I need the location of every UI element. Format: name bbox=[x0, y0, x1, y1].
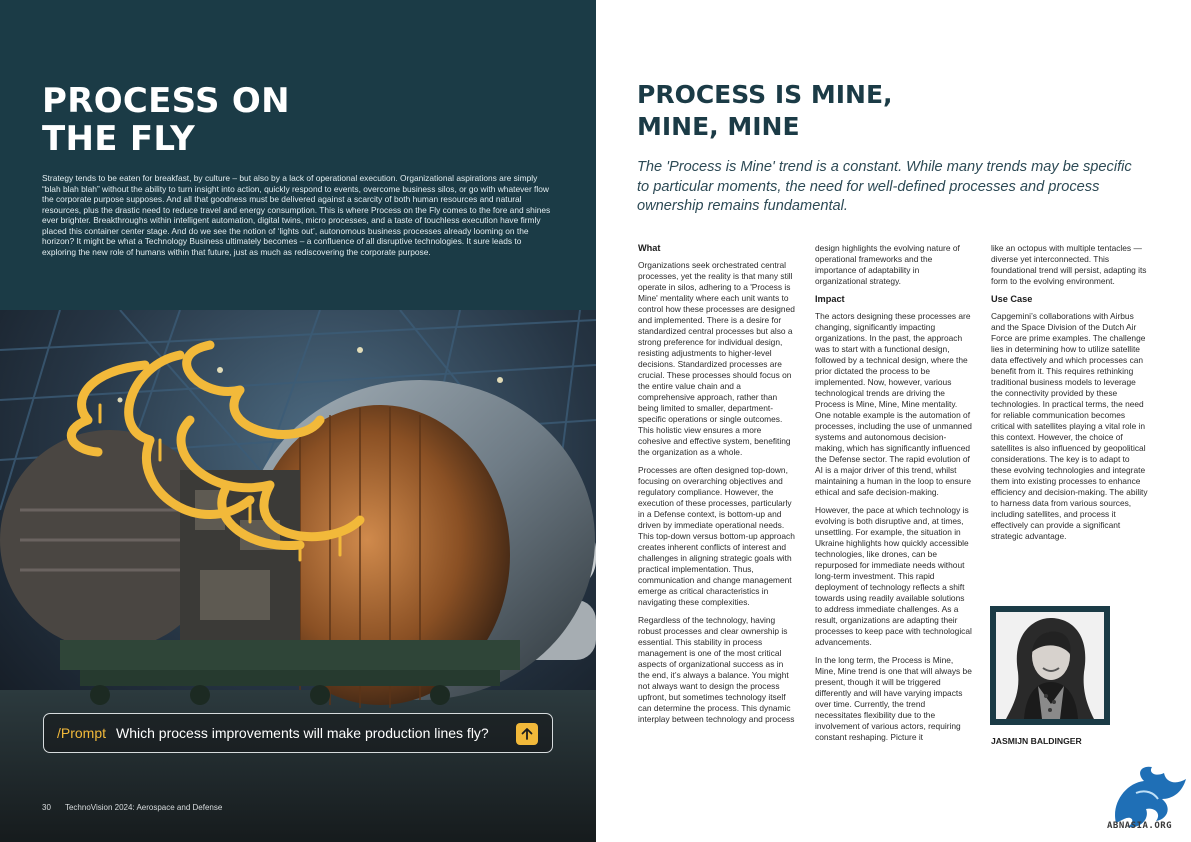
what-paragraph-1: Organizations seek orchestrated central processes, yet the reality is that many still operate in silos, adhering to a 'Process is Mine' mentality where each unit wants to control how these processes are designed and implemented. There is a desire for standardized central processes but also a strong preference for individual design, resisting adjustments to higher-level decisions. Standardized processes are crucial. These processes should focus on the entire value chain and a comprehensive approach, rather than being limited to smaller, department-specific operations or single outcomes. This holistic view ensures a more cohesive and effective system, benefiting the organization as a whole. bbox=[638, 260, 795, 457]
left-intro-text: Strategy tends to be eaten for breakfast, by culture – but also by a lack of operational execution. Organizational aspirations are simply “blah blah blah” without the ability to turn insight into action, quickly respond to events, overcome business silos, or go with whatever flow the corporate purpose supposes. And all that goodness must be delivered against a scarcity of both human resources and natural resources, plus the drastic need to reduce travel and energy consumption. This is where Process on the Fly comes to the fore and shines ever brighter. Breakthroughs within intelligent automation, digital twins, micro processes, and a taste of touchless execution have firmly placed this container center stage. And do we see the notion of ‘lights out’, autonomous business processes already looming on the horizon? It might be what a Technology Business ultimately becomes – a confluence of all disruptive technologies. It sure leads to exploring the new role of humans within that future, just as much as rediscovering the corporate purpose. bbox=[42, 173, 551, 257]
what-paragraph-2: Processes are often designed top-down, focusing on overarching objectives and regulatory compliance. However, the execution of these processes, particularly in a Defense context, is bottom-up and driven by immediate operational needs. This top-down versus bottom-up approach creates inherent conflicts of interest and challenges in aligning strategic goals with practical implementation. Thus, communication and change management emerge as critical characteristics in navigating these complexities. bbox=[638, 465, 795, 607]
hangar-engine-photo bbox=[0, 310, 596, 842]
right-title-line1: PROCESS IS MINE, bbox=[637, 80, 893, 109]
author-portrait bbox=[990, 606, 1110, 725]
prompt-box[interactable] bbox=[43, 713, 553, 753]
prompt-tag: /Prompt bbox=[57, 725, 107, 741]
impact-paragraph-3: In the long term, the Process is Mine, Mine, Mine trend is one that will always be present, though it will be triggered differently and will have varying impacts over time. Currently, the trend necessitates flexibility due to the involvement of various actors, requiring constant reshaping. Picture it bbox=[815, 655, 972, 742]
left-footer bbox=[42, 803, 222, 812]
right-page-title bbox=[637, 79, 893, 143]
text-column-1 bbox=[638, 243, 795, 732]
use-case-paragraph: Capgemini’s collaborations with Airbus and the Space Division of the Dutch Air Force are prime examples. The challenge lies in determining how to utilize satellite data effectively and which processes can benefit from it. This requires rethinking traditional business models to leverage the connectivity provided by these technologies. In practical terms, the need for reliable communication becomes critical with satellites playing a vital role in this context. However, the choice of satellites is also influenced by geopolitical considerations. The key is to adapt to these evolving technologies and integrate them into existing processes to enhance efficiency and decision-making. The ability to harness data from various sources, including satellites, and process it effectively can provide a significant strategic advantage. bbox=[991, 311, 1148, 541]
portrait-photo bbox=[996, 612, 1104, 719]
page-number: 30 bbox=[42, 803, 51, 812]
footer-publication: TechnoVision 2024: Aerospace and Defense bbox=[64, 803, 223, 812]
what-heading: What bbox=[638, 243, 661, 253]
left-title-line1: PROCESS ON bbox=[42, 81, 290, 121]
left-title-line2: THE FLY bbox=[42, 119, 196, 159]
impact-paragraph-2: However, the pace at which technology is evolving is both disruptive and, at times, unsettling. For example, the situation in Ukraine highlights how quickly accessible technologies, like drones, can be repurposed for immediate needs without long-term investment. This rapid deployment of technology reflects a shift towards using readily available solutions to address immediate challenges. As a result, organizations are adapting their processes to keep pace with technological advancements. bbox=[815, 505, 972, 647]
what-paragraph-3-cont: design highlights the evolving nature of operational frameworks and the importance of adaptability in organizational strategy. bbox=[815, 243, 960, 286]
lead-paragraph: The 'Process is Mine' trend is a constant. While many trends may be specific to particular moments, the need for well-defined processes and process ownership remains fundamental. bbox=[637, 159, 1132, 214]
left-page-title bbox=[42, 82, 290, 158]
arrow-up-icon bbox=[520, 727, 534, 741]
impact-paragraph-3-cont: like an octopus with multiple tentacles — diverse yet interconnected. This foundational trend will persist, adapting its form to the evolving environment. bbox=[991, 243, 1147, 286]
send-button[interactable] bbox=[516, 723, 538, 745]
impact-paragraph-1: The actors designing these processes are changing, significantly impacting organizations. In the past, the approach was to start with a functional design, followed by a technical design, where the prior dictated the process to be implemented. Now, however, various technological trends are driving the Process is Mine, Mine, Mine mentality. One notable example is the automation of processes, including the use of unmanned systems and autonomous decision-making, which has significantly influenced the Defense sector. The rapid evolution of AI is a major driver of this trend, whilst maintaining a human in the loop to ensure ethical and safe decision-making. bbox=[815, 311, 972, 497]
use-case-heading: Use Case bbox=[991, 294, 1033, 304]
text-column-2 bbox=[815, 243, 972, 750]
text-column-3 bbox=[991, 243, 1149, 549]
prompt-text: Which process improvements will make production lines fly? bbox=[116, 725, 489, 741]
impact-heading: Impact bbox=[815, 294, 845, 304]
right-title-line2: MINE, MINE bbox=[637, 112, 800, 141]
left-header bbox=[0, 0, 596, 310]
author-name: JASMIJN BALDINGER bbox=[991, 736, 1082, 746]
what-paragraph-3: Regardless of the technology, having robust processes and clear ownership is essential. This stability in process management is one of the most critical aspects of organizational success as in the end, it’s always a balance. You might not always want to design the process upfront, but sometimes technology itself can determine the process. This dynamic interplay between technology and process bbox=[638, 615, 795, 724]
watermark-text: ABNASIA.ORG bbox=[1107, 821, 1173, 831]
